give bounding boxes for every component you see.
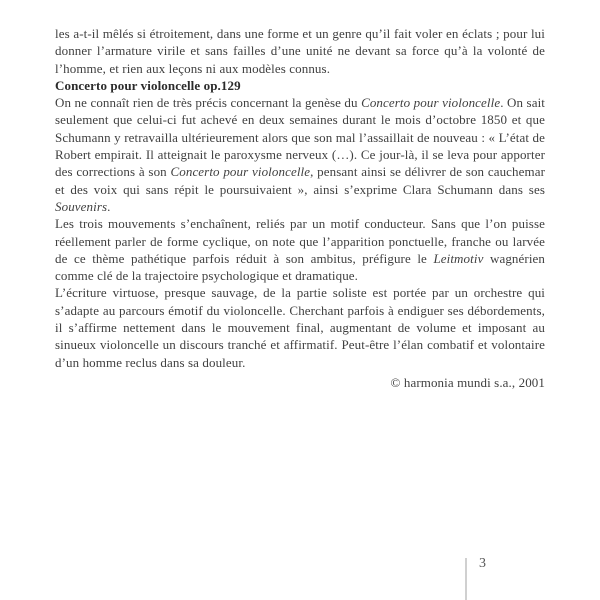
paragraph-continuation: les a-t-il mêlés si étroitement, dans une forme et un genre qu’il fait voler en éclats ; pour lui donner l’armature virile et sans failles d’une unité ne devant sa force qu’à la volonté de l’homme, et rien aux leçons ni aux modèles connus. xyxy=(55,26,545,76)
paragraph-writing: L’écriture virtuose, presque sauvage, de la partie soliste est portée par un orchestre qui s’adapte au parcours émotif du violoncelle. Cherchant parfois à endiguer ses débordements, il s’affirme nettement dans le mouvement final, augmentant de volume et imposant au sinueux violoncelle un discours tranché et affirmatif. Peut-être l’élan combatif et volontaire d’un homme reclus dans sa douleur. xyxy=(55,285,545,370)
paragraph-movements: Les trois mouvements s’enchaînent, reliés par un motif conducteur. Sans que l’on puisse réellement parler de forme cyclique, on note que l’apparition ponctuelle, franche ou larvée de ce thème pathétique parfois réduit à son ambitus, préfigure le Leitmotiv wagnérien comme clé de la trajectoire psychologique et dramatique. xyxy=(55,216,545,284)
section-heading: Concerto pour violoncelle op.129 xyxy=(55,77,241,93)
paragraph-genesis: On ne connaît rien de très précis concernant la genèse du Concerto pour violoncelle. On sait seulement que celui-ci fut achevé en deux semaines durant le mois d’octobre 1850 et que Schumann y retravailla ultérieurement alors que son mal l’assaillait de nouveau : « L’état de Robert empirait. Il atteignait le paroxysme nerveux (…). Ce jour-là, il se leva pour apporter des corrections à son Concerto pour violoncelle, pensant ainsi se délivrer de son cauchemar et des voix qui sans répit le poursuivaient », ainsi s’exprime Clara Schumann dans ses Souvenirs. xyxy=(55,95,546,214)
copyright-line: © harmonia mundi s.a., 2001 xyxy=(390,374,545,390)
liner-notes-text-block xyxy=(55,25,545,391)
footer-divider-rule xyxy=(465,558,467,600)
page-number: 3 xyxy=(479,556,486,571)
